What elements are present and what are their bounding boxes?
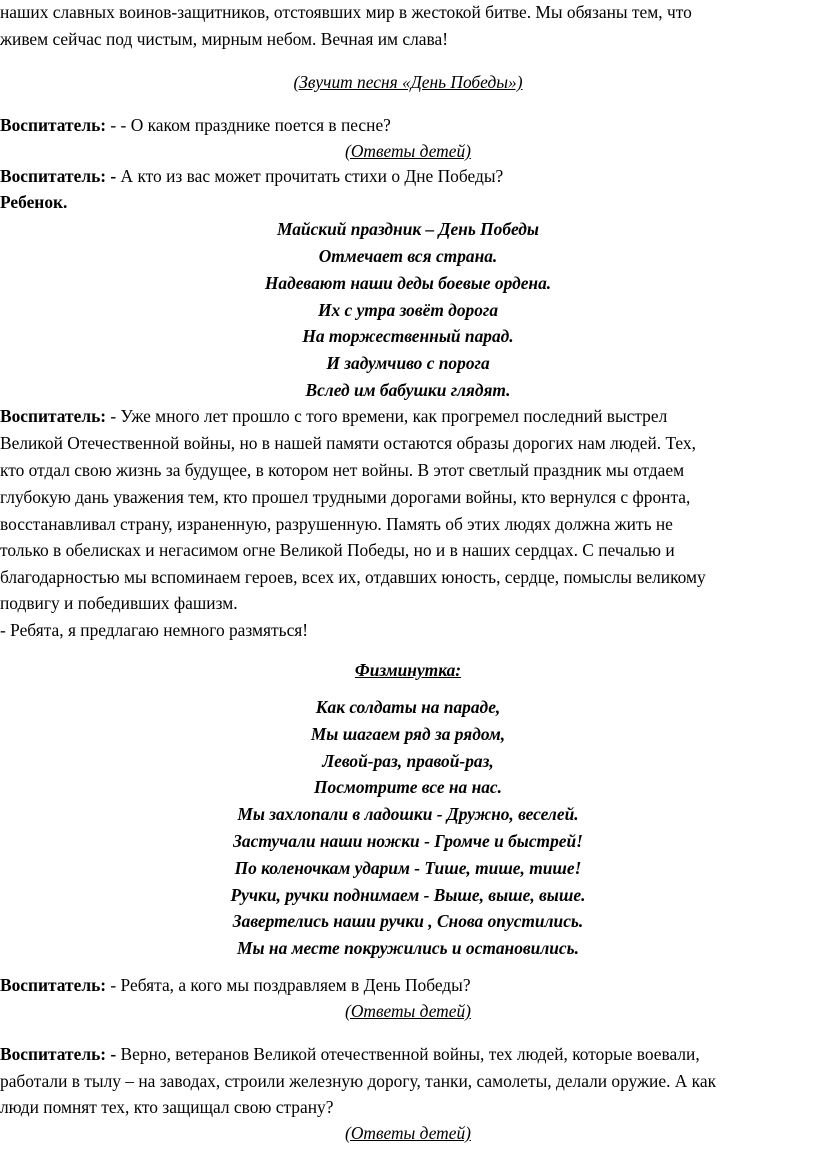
speaker-label: Воспитатель: bbox=[0, 975, 107, 995]
exercise-line: Завертелись наши ручки , Снова опустились. bbox=[232, 911, 584, 931]
exercise-line: Застучали наши ножки - Громче и быстрей! bbox=[233, 831, 583, 851]
poem-line: На торжественный парад. bbox=[302, 326, 514, 346]
exercise-line: Ручки, ручки поднимаем - Выше, выше, выше. bbox=[230, 885, 586, 905]
children-answers-note: (Ответы детей) bbox=[345, 1001, 471, 1021]
song-stage-note: (Звучит песня «День Победы») bbox=[293, 72, 523, 92]
dash: - bbox=[106, 166, 117, 186]
exercise-line: Мы шагаем ряд за рядом, bbox=[310, 724, 506, 744]
speaker-label: Воспитатель: bbox=[0, 115, 107, 135]
exercise-line: По коленочкам ударим - Тише, тише, тише! bbox=[234, 858, 582, 878]
question-text: А кто из вас может прочитать стихи о Дне Победы? bbox=[116, 166, 504, 186]
poem-line: Надевают наши деды боевые ордена. bbox=[264, 273, 552, 293]
poem-line: Вслед им бабушки глядят. bbox=[305, 380, 511, 400]
paragraph-line: подвигу и победивших фашизм. bbox=[0, 593, 238, 613]
speaker-label: Воспитатель: bbox=[0, 1044, 107, 1064]
speaker-label: Воспитатель: bbox=[0, 406, 107, 426]
children-answers-note: (Ответы детей) bbox=[345, 1123, 471, 1143]
speaker-label: Воспитатель: bbox=[0, 166, 107, 186]
poem-line: Отмечает вся страна. bbox=[318, 246, 498, 266]
paragraph-line: восстанавливал страну, израненную, разрушенную. Память об этих людях должна жить не bbox=[0, 514, 673, 534]
paragraph-line: благодарностью мы вспоминаем героев, всех их, отдавших юность, сердце, помыслы великому bbox=[0, 567, 706, 587]
child-speaker-label: Ребенок. bbox=[0, 192, 68, 212]
teacher-statement-5: Воспитатель: - Верно, ветеранов Великой отечественной войны, тех людей, которые воевали, bbox=[0, 1044, 700, 1064]
paragraph-line: - Ребята, я предлагаю немного размяться! bbox=[0, 620, 309, 640]
question-text: - - О каком празднике поется в песне? bbox=[106, 115, 391, 135]
teacher-paragraph: Воспитатель: - Уже много лет прошло с того времени, как прогремел последний выстрел bbox=[0, 406, 668, 426]
fizminutka-title: Физминутка: bbox=[354, 660, 462, 680]
intro-line: живем сейчас под чистым, мирным небом. Вечная им слава! bbox=[0, 29, 449, 49]
teacher-question-1 bbox=[0, 112, 391, 139]
paragraph-line: только в обелисках и негасимом огне Великой Победы, но и в наших сердцах. С печалью и bbox=[0, 540, 675, 560]
exercise-line: Мы захлопали в ладошки - Дружно, веселей. bbox=[237, 804, 579, 824]
poem-line: И задумчиво с порога bbox=[326, 353, 490, 373]
children-answers-note: (Ответы детей) bbox=[345, 141, 471, 161]
paragraph-line: глубокую дань уважения тем, кто прошел трудными дорогами войны, кто вернулся с фронта, bbox=[0, 487, 691, 507]
intro-line: наших славных воинов-защитников, отстоявших мир в жестокой битве. Мы обязаны тем, что bbox=[0, 2, 692, 22]
paragraph-line: кто отдал свою жизнь за будущее, в котором нет войны. В этот светлый праздник мы отдаем bbox=[0, 460, 685, 480]
paragraph-line: работали в тылу – на заводах, строили железную дорогу, танки, самолеты, делали оружие. А как bbox=[0, 1071, 717, 1091]
teacher-question-4: Воспитатель: - Ребята, а кого мы поздравляем в День Победы? bbox=[0, 975, 471, 995]
paragraph-line: люди помнят тех, кто защищал свою страну? bbox=[0, 1097, 334, 1117]
exercise-line: Как солдаты на параде, bbox=[315, 697, 501, 717]
question-text: Ребята, а кого мы поздравляем в День Победы? bbox=[116, 975, 471, 995]
exercise-line: Левой-раз, правой-раз, bbox=[322, 751, 494, 771]
dash: - bbox=[106, 1044, 117, 1064]
poem-line: Их с утра зовёт дорога bbox=[317, 300, 499, 320]
paragraph-line: Великой Отечественной войны, но в нашей памяти остаются образы дорогих нам людей. Тех, bbox=[0, 433, 696, 453]
exercise-line: Посмотрите все на нас. bbox=[313, 777, 503, 797]
teacher-question-2 bbox=[0, 163, 503, 190]
exercise-line: Мы на месте покружились и остановились. bbox=[237, 938, 579, 958]
poem-line: Майский праздник – День Победы bbox=[276, 219, 539, 239]
